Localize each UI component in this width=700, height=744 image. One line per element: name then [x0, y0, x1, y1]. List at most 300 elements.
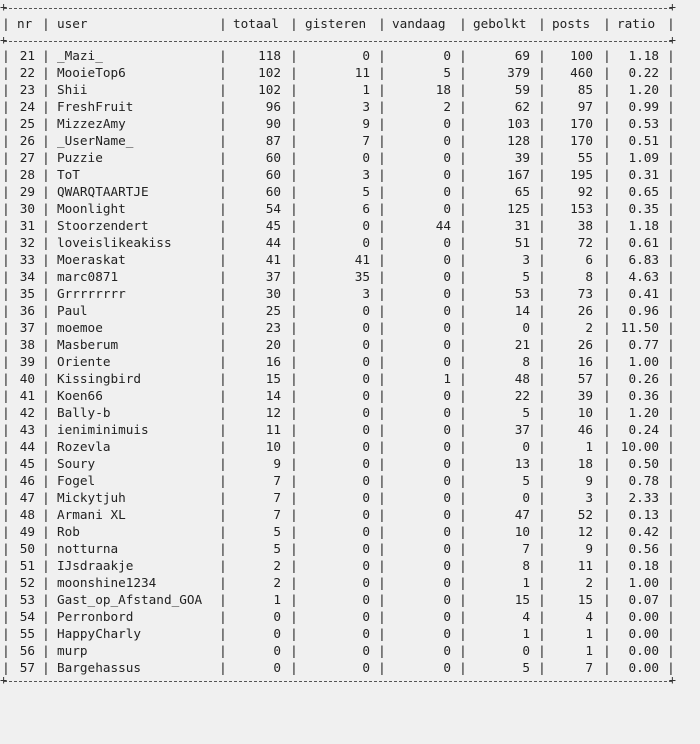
column-separator: |	[538, 609, 546, 624]
cell-gebolkt: 0	[522, 320, 530, 335]
cell-gisteren: 0	[362, 558, 370, 573]
cell-gisteren: 0	[362, 371, 370, 386]
column-separator: |	[667, 388, 675, 403]
cell-posts: 9	[585, 473, 593, 488]
cell-user: Paul	[57, 303, 88, 318]
column-separator: |	[219, 16, 227, 31]
column-separator: |	[290, 184, 298, 199]
cell-gisteren: 1	[362, 82, 370, 97]
column-separator: |	[459, 150, 467, 165]
column-separator: |	[2, 65, 10, 80]
cell-posts: 16	[577, 354, 593, 369]
cell-ratio: 0.00	[628, 660, 659, 675]
cell-gisteren: 0	[362, 473, 370, 488]
column-separator: |	[290, 303, 298, 318]
column-separator: |	[290, 558, 298, 573]
cell-gisteren: 0	[362, 439, 370, 454]
cell-ratio: 0.51	[628, 133, 659, 148]
column-separator: |	[667, 354, 675, 369]
column-separator: |	[603, 320, 611, 335]
column-separator: |	[667, 575, 675, 590]
cell-posts: 72	[577, 235, 593, 250]
cell-user: HappyCharly	[57, 626, 142, 641]
cell-nr: 36	[19, 303, 35, 318]
column-separator: |	[219, 524, 227, 539]
column-separator: |	[667, 48, 675, 63]
cell-nr: 54	[19, 609, 35, 624]
cell-nr: 37	[19, 320, 35, 335]
column-separator: |	[219, 660, 227, 675]
cell-totaal: 118	[258, 48, 281, 63]
column-separator: |	[603, 609, 611, 624]
cell-nr: 32	[19, 235, 35, 250]
column-separator: |	[538, 65, 546, 80]
cell-gebolkt: 1	[522, 575, 530, 590]
cell-vandaag: 0	[443, 133, 451, 148]
column-separator: |	[42, 456, 50, 471]
cell-posts: 39	[577, 388, 593, 403]
column-separator: |	[2, 269, 10, 284]
column-separator: |	[603, 65, 611, 80]
cell-vandaag: 0	[443, 235, 451, 250]
cell-user: QWARQTAARTJE	[57, 184, 149, 199]
table-row	[0, 370, 700, 387]
column-separator: |	[378, 456, 386, 471]
cell-posts: 1	[585, 643, 593, 658]
column-separator: |	[219, 235, 227, 250]
cell-gisteren: 11	[354, 65, 370, 80]
column-separator: |	[42, 82, 50, 97]
cell-ratio: 0.31	[628, 167, 659, 182]
cell-gebolkt: 53	[514, 286, 530, 301]
cell-vandaag: 0	[443, 558, 451, 573]
cell-gisteren: 7	[362, 133, 370, 148]
cell-nr: 31	[19, 218, 35, 233]
column-separator: |	[219, 48, 227, 63]
column-separator: |	[667, 218, 675, 233]
column-separator: |	[459, 405, 467, 420]
cell-gisteren: 0	[362, 524, 370, 539]
cell-ratio: 0.35	[628, 201, 659, 216]
column-separator: |	[459, 133, 467, 148]
cell-totaal: 45	[265, 218, 281, 233]
table-row	[0, 251, 700, 268]
column-separator: |	[2, 643, 10, 658]
cell-vandaag: 0	[443, 507, 451, 522]
cell-gebolkt: 62	[514, 99, 530, 114]
column-separator: |	[42, 558, 50, 573]
cell-posts: 52	[577, 507, 593, 522]
column-separator: |	[603, 218, 611, 233]
cell-gisteren: 0	[362, 405, 370, 420]
cell-user: Bally-b	[57, 405, 111, 420]
cell-nr: 38	[19, 337, 35, 352]
column-separator: |	[378, 65, 386, 80]
column-separator: |	[42, 235, 50, 250]
cell-vandaag: 0	[443, 269, 451, 284]
column-separator: |	[603, 388, 611, 403]
cell-vandaag: 2	[443, 99, 451, 114]
column-separator: |	[538, 405, 546, 420]
cell-posts: 153	[570, 201, 593, 216]
cell-user: FreshFruit	[57, 99, 134, 114]
cell-posts: 1	[585, 439, 593, 454]
column-separator: |	[538, 201, 546, 216]
cell-ratio: 0.36	[628, 388, 659, 403]
cell-ratio: 0.13	[628, 507, 659, 522]
cell-nr: 57	[19, 660, 35, 675]
cell-nr: 40	[19, 371, 35, 386]
cell-user: Koen66	[57, 388, 103, 403]
cell-ratio: 0.50	[628, 456, 659, 471]
cell-vandaag: 0	[443, 405, 451, 420]
cell-gisteren: 0	[362, 507, 370, 522]
column-separator: |	[378, 286, 386, 301]
cell-user: _UserName_	[57, 133, 134, 148]
column-separator: |	[2, 133, 10, 148]
column-separator: |	[459, 388, 467, 403]
cell-totaal: 11	[265, 422, 281, 437]
column-separator: |	[378, 592, 386, 607]
cell-gebolkt: 0	[522, 439, 530, 454]
column-separator: |	[290, 99, 298, 114]
column-separator: |	[603, 150, 611, 165]
column-separator: |	[459, 82, 467, 97]
column-separator: |	[538, 660, 546, 675]
column-separator: |	[219, 439, 227, 454]
cell-totaal: 41	[265, 252, 281, 267]
cell-vandaag: 0	[443, 337, 451, 352]
column-separator: |	[2, 626, 10, 641]
cell-totaal: 12	[265, 405, 281, 420]
column-separator: |	[378, 184, 386, 199]
column-separator: |	[219, 252, 227, 267]
cell-gebolkt: 5	[522, 269, 530, 284]
column-separator: |	[378, 371, 386, 386]
column-separator: |	[290, 524, 298, 539]
cell-vandaag: 5	[443, 65, 451, 80]
column-separator: |	[2, 405, 10, 420]
column-separator: |	[290, 116, 298, 131]
cell-vandaag: 0	[443, 388, 451, 403]
column-separator: |	[290, 371, 298, 386]
cell-gebolkt: 379	[507, 65, 530, 80]
column-separator: |	[538, 82, 546, 97]
column-separator: |	[42, 201, 50, 216]
column-separator: |	[459, 116, 467, 131]
cell-nr: 21	[19, 48, 35, 63]
column-separator: |	[2, 507, 10, 522]
column-separator: |	[42, 592, 50, 607]
column-separator: |	[603, 422, 611, 437]
cell-gebolkt: 5	[522, 473, 530, 488]
cell-user: MizzezAmy	[57, 116, 126, 131]
column-separator: |	[219, 65, 227, 80]
cell-posts: 2	[585, 320, 593, 335]
cell-nr: 45	[19, 456, 35, 471]
cell-vandaag: 0	[443, 201, 451, 216]
cell-posts: 55	[577, 150, 593, 165]
cell-gebolkt: 10	[514, 524, 530, 539]
column-separator: |	[42, 371, 50, 386]
cell-vandaag: 0	[443, 609, 451, 624]
column-separator: |	[667, 626, 675, 641]
cell-vandaag: 0	[443, 473, 451, 488]
cell-posts: 2	[585, 575, 593, 590]
cell-gebolkt: 47	[514, 507, 530, 522]
column-separator: |	[219, 133, 227, 148]
column-separator: |	[2, 252, 10, 267]
column-separator: |	[2, 592, 10, 607]
column-separator: |	[378, 99, 386, 114]
cell-ratio: 0.99	[628, 99, 659, 114]
column-separator: |	[2, 218, 10, 233]
cell-totaal: 25	[265, 303, 281, 318]
column-separator: |	[603, 82, 611, 97]
column-separator: |	[603, 167, 611, 182]
cell-gebolkt: 125	[507, 201, 530, 216]
column-separator: |	[459, 575, 467, 590]
column-separator: |	[603, 286, 611, 301]
table-row	[0, 506, 700, 523]
cell-nr: 24	[19, 99, 35, 114]
cell-gisteren: 0	[362, 422, 370, 437]
column-separator: |	[378, 48, 386, 63]
cell-gisteren: 0	[362, 235, 370, 250]
column-separator: |	[290, 405, 298, 420]
column-separator: |	[219, 116, 227, 131]
column-separator: |	[378, 150, 386, 165]
column-separator: |	[290, 48, 298, 63]
column-separator: |	[378, 167, 386, 182]
column-separator: |	[603, 16, 611, 31]
table-row	[0, 438, 700, 455]
cell-posts: 38	[577, 218, 593, 233]
cell-nr: 30	[19, 201, 35, 216]
column-separator: |	[290, 354, 298, 369]
cell-user: Rob	[57, 524, 80, 539]
cell-posts: 100	[570, 48, 593, 63]
cell-user: moemoe	[57, 320, 103, 335]
column-separator: |	[603, 269, 611, 284]
cell-nr: 50	[19, 541, 35, 556]
table-row	[0, 404, 700, 421]
column-separator: |	[459, 303, 467, 318]
column-separator: |	[378, 575, 386, 590]
cell-posts: 85	[577, 82, 593, 97]
column-separator: |	[378, 490, 386, 505]
column-separator: |	[538, 473, 546, 488]
cell-ratio: 0.00	[628, 643, 659, 658]
column-separator: |	[2, 150, 10, 165]
column-header-vandaag: vandaag	[392, 16, 446, 31]
column-separator: |	[219, 286, 227, 301]
column-separator: |	[538, 184, 546, 199]
cell-nr: 29	[19, 184, 35, 199]
column-separator: |	[378, 116, 386, 131]
column-separator: |	[42, 16, 50, 31]
column-separator: |	[42, 218, 50, 233]
column-separator: |	[2, 524, 10, 539]
column-separator: |	[603, 660, 611, 675]
cell-user: ieniminimuis	[57, 422, 149, 437]
cell-gisteren: 0	[362, 490, 370, 505]
table-border	[4, 41, 672, 42]
column-separator: |	[219, 201, 227, 216]
cell-gebolkt: 0	[522, 490, 530, 505]
column-separator: |	[603, 99, 611, 114]
column-separator: |	[2, 456, 10, 471]
cell-totaal: 1	[273, 592, 281, 607]
column-separator: |	[2, 82, 10, 97]
column-separator: |	[667, 405, 675, 420]
cell-ratio: 0.56	[628, 541, 659, 556]
column-separator: |	[42, 303, 50, 318]
column-separator: |	[219, 388, 227, 403]
column-separator: |	[538, 575, 546, 590]
column-separator: |	[290, 252, 298, 267]
cell-gebolkt: 5	[522, 660, 530, 675]
column-separator: |	[459, 354, 467, 369]
column-separator: |	[378, 252, 386, 267]
cell-user: ToT	[57, 167, 80, 182]
cell-gisteren: 6	[362, 201, 370, 216]
column-separator: |	[378, 626, 386, 641]
cell-posts: 3	[585, 490, 593, 505]
cell-gisteren: 0	[362, 303, 370, 318]
table-row	[0, 659, 700, 676]
cell-user: Moeraskat	[57, 252, 126, 267]
column-separator: |	[378, 422, 386, 437]
column-header-ratio: ratio	[617, 16, 656, 31]
column-header-gebolkt: gebolkt	[473, 16, 527, 31]
column-separator: |	[538, 541, 546, 556]
table-row	[0, 540, 700, 557]
column-separator: |	[603, 235, 611, 250]
cell-totaal: 0	[273, 660, 281, 675]
column-separator: |	[2, 354, 10, 369]
column-separator: |	[42, 65, 50, 80]
cell-nr: 53	[19, 592, 35, 607]
column-separator: |	[459, 490, 467, 505]
cell-totaal: 87	[265, 133, 281, 148]
column-separator: |	[667, 320, 675, 335]
column-separator: |	[459, 337, 467, 352]
cell-nr: 42	[19, 405, 35, 420]
column-separator: |	[219, 320, 227, 335]
cell-ratio: 0.07	[628, 592, 659, 607]
column-separator: |	[42, 507, 50, 522]
cell-vandaag: 0	[443, 150, 451, 165]
column-separator: |	[219, 558, 227, 573]
column-separator: |	[459, 507, 467, 522]
column-separator: |	[378, 82, 386, 97]
cell-totaal: 5	[273, 541, 281, 556]
column-separator: |	[538, 286, 546, 301]
cell-totaal: 7	[273, 473, 281, 488]
column-separator: |	[667, 303, 675, 318]
cell-gebolkt: 65	[514, 184, 530, 199]
column-separator: |	[290, 592, 298, 607]
cell-nr: 26	[19, 133, 35, 148]
column-separator: |	[459, 286, 467, 301]
cell-posts: 4	[585, 609, 593, 624]
cell-ratio: 0.77	[628, 337, 659, 352]
column-separator: |	[42, 490, 50, 505]
cell-posts: 195	[570, 167, 593, 182]
cell-nr: 49	[19, 524, 35, 539]
column-separator: |	[219, 643, 227, 658]
column-separator: |	[459, 660, 467, 675]
cell-ratio: 0.22	[628, 65, 659, 80]
cell-ratio: 0.41	[628, 286, 659, 301]
cell-gisteren: 0	[362, 320, 370, 335]
table-row	[0, 472, 700, 489]
cell-ratio: 0.61	[628, 235, 659, 250]
column-separator: |	[42, 473, 50, 488]
cell-gisteren: 9	[362, 116, 370, 131]
cell-totaal: 96	[265, 99, 281, 114]
column-separator: |	[667, 609, 675, 624]
column-separator: |	[459, 626, 467, 641]
cell-ratio: 0.53	[628, 116, 659, 131]
column-separator: |	[2, 337, 10, 352]
table-row	[0, 319, 700, 336]
column-separator: |	[667, 133, 675, 148]
column-separator: |	[219, 184, 227, 199]
column-separator: |	[290, 575, 298, 590]
column-separator: |	[219, 167, 227, 182]
column-separator: |	[2, 99, 10, 114]
cell-vandaag: 0	[443, 490, 451, 505]
column-separator: |	[603, 303, 611, 318]
column-separator: |	[459, 473, 467, 488]
column-separator: |	[538, 507, 546, 522]
column-separator: |	[378, 201, 386, 216]
column-separator: |	[667, 184, 675, 199]
column-separator: |	[42, 286, 50, 301]
column-separator: |	[2, 320, 10, 335]
cell-ratio: 0.00	[628, 626, 659, 641]
column-separator: |	[290, 16, 298, 31]
column-separator: |	[219, 575, 227, 590]
table-row	[0, 302, 700, 319]
cell-gebolkt: 31	[514, 218, 530, 233]
column-separator: |	[290, 320, 298, 335]
cell-user: Rozevla	[57, 439, 111, 454]
column-separator: |	[290, 422, 298, 437]
column-separator: |	[667, 167, 675, 182]
cell-posts: 46	[577, 422, 593, 437]
table-row	[0, 455, 700, 472]
cell-ratio: 6.83	[628, 252, 659, 267]
cell-nr: 25	[19, 116, 35, 131]
cell-vandaag: 0	[443, 354, 451, 369]
column-separator: |	[538, 643, 546, 658]
cell-gebolkt: 103	[507, 116, 530, 131]
column-separator: |	[667, 201, 675, 216]
column-separator: |	[378, 320, 386, 335]
column-separator: |	[2, 660, 10, 675]
column-separator: |	[603, 643, 611, 658]
cell-totaal: 14	[265, 388, 281, 403]
cell-nr: 47	[19, 490, 35, 505]
table-row	[0, 47, 700, 64]
cell-user: Perronbord	[57, 609, 134, 624]
cell-nr: 35	[19, 286, 35, 301]
cell-posts: 15	[577, 592, 593, 607]
table-row	[0, 132, 700, 149]
